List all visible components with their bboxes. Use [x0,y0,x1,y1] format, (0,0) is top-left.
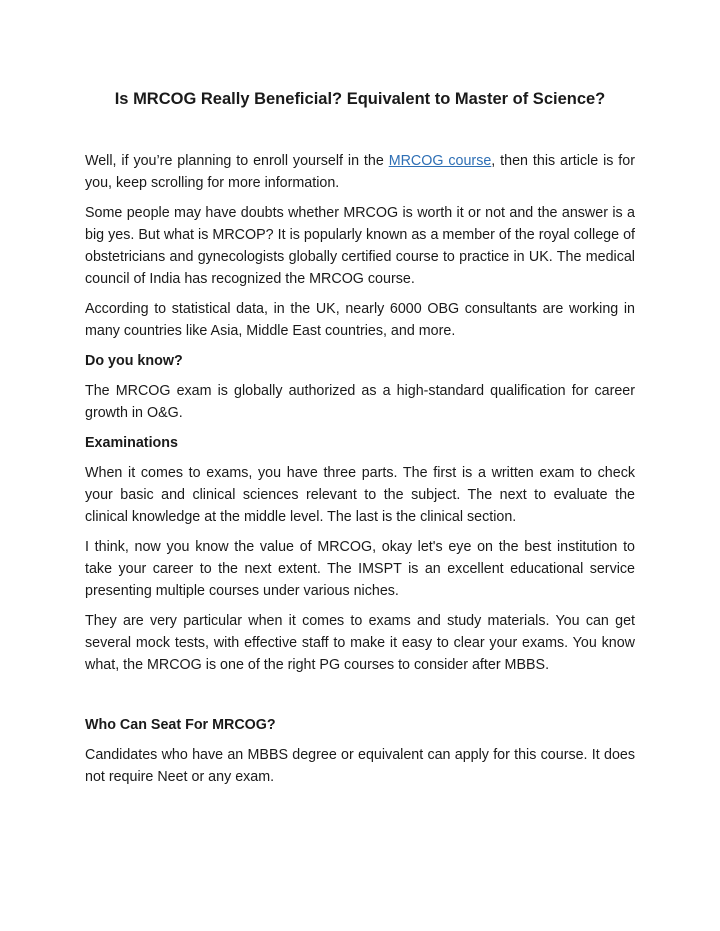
heading-do-you-know: Do you know? [85,353,183,369]
paragraph-worth: Some people may have doubts whether MRCOG is worth it or not and the answer is a big yes. But what is MRCOP? It is popularly known as a member of the royal college of obstetricians and gynecologists globally certified course to practice in UK. The medical council of India has recognized the MRCOG course. [85,205,635,287]
heading-who-can-seat: Who Can Seat For MRCOG? [85,717,276,733]
paragraph-particular: They are very particular when it comes to exams and study materials. You can get several mock tests, with effective staff to make it easy to clear your exams. You know what, the MRCOG is one of the right PG courses to consider after MBBS. [85,613,635,673]
heading-examinations: Examinations [85,435,178,451]
document-page [85,0,635,788]
paragraph-candidates: Candidates who have an MBBS degree or equivalent can apply for this course. It does not require Neet or any exam. [85,747,635,785]
intro-text-before-link: Well, if you’re planning to enroll yourself in the [85,153,389,169]
paragraph-do-you-know: The MRCOG exam is globally authorized as a high-standard qualification for career growth in O&G. [85,383,635,421]
intro-paragraph [85,150,635,194]
paragraph-stats: According to statistical data, in the UK, nearly 6000 OBG consultants are working in many countries like Asia, Middle East countries, and more. [85,301,635,339]
paragraph-value: I think, now you know the value of MRCOG, okay let's eye on the best institution to take your career to the next extent. The IMSPT is an excellent educational service presenting multiple courses under various niches. [85,539,635,599]
paragraph-exams: When it comes to exams, you have three parts. The first is a written exam to check your basic and clinical sciences relevant to the subject. The next to evaluate the clinical knowledge at the middle level. The last is the clinical section. [85,465,635,525]
mrcog-course-link[interactable]: MRCOG course [388,153,492,169]
intro-text-after-link: , then this article is for you, keep scrolling for more information. [85,153,635,191]
document-title: Is MRCOG Really Beneficial? Equivalent to Master of Science? [114,90,606,108]
